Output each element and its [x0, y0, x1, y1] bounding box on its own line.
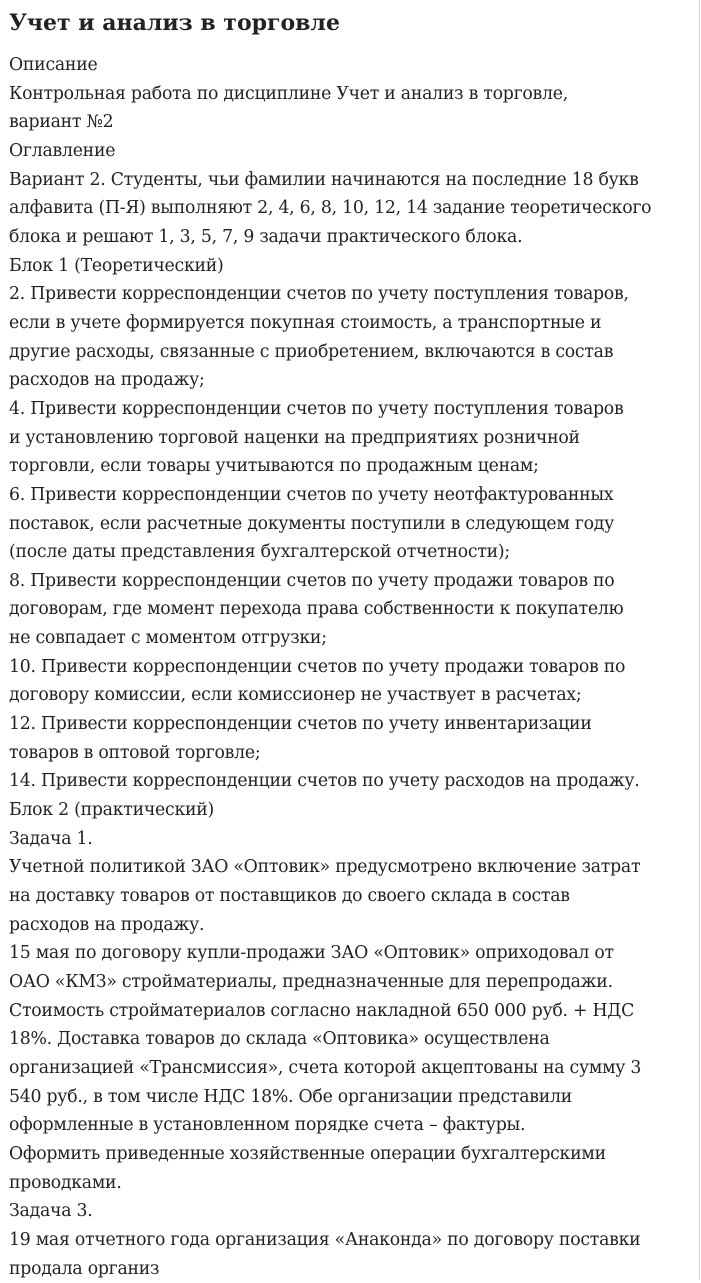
text-line: организацией «Трансмиссия», счета которой акцептованы на сумму 3	[9, 1057, 642, 1078]
text-line: 15 мая по договору купли-продажи ЗАО «Оптовик» оприходовал от	[9, 943, 614, 964]
text-line: поставок, если расчетные документы поступили в следующем году	[9, 513, 615, 534]
text-line: если в учете формируется покупная стоимость, а транспортные и	[9, 312, 602, 333]
text-line: 2. Привести корреспонденции счетов по учету поступления товаров,	[9, 284, 629, 305]
text-line: Оглавление	[9, 140, 116, 161]
text-line: вариант №2	[9, 112, 114, 133]
text-line: Учетной политикой ЗАО «Оптовик» предусмотрено включение затрат	[9, 857, 641, 878]
text-line: (после даты представления бухгалтерской отчетности);	[9, 542, 510, 563]
text-line: Задача 3.	[9, 1201, 93, 1222]
text-line: не совпадает с моментом отгрузки;	[9, 628, 327, 649]
text-line: Блок 1 (Теоретический)	[9, 255, 224, 276]
text-line: договору комиссии, если комиссионер не участвует в расчетах;	[9, 685, 582, 706]
text-line: Оформить приведенные хозяйственные операции бухгалтерскими	[9, 1143, 606, 1164]
text-line: Стоимость стройматериалов согласно накладной 650 000 руб. + НДС	[9, 1000, 635, 1021]
text-line: 12. Привести корреспонденции счетов по учету инвентаризации	[9, 714, 592, 735]
text-line: и установлению торговой наценки на предприятиях розничной	[9, 427, 580, 448]
text-line: Задача 1.	[9, 828, 93, 849]
text-line: Описание	[9, 55, 98, 75]
document-title: Учет и анализ в торговле	[9, 10, 340, 36]
text-line: договорам, где момент перехода права собственности к покупателю	[9, 599, 624, 620]
text-line: Вариант 2. Студенты, чьи фамилии начинаются на последние 18 букв	[9, 169, 639, 190]
text-line: 540 руб., в том числе НДС 18%. Обе организации представили	[9, 1086, 573, 1107]
text-line: блока и решают 1, 3, 5, 7, 9 задачи практического блока.	[9, 226, 523, 247]
text-line: ОАО «КМЗ» стройматериалы, предназначенные для перепродажи.	[9, 972, 613, 992]
text-line: 4. Привести корреспонденции счетов по учету поступления товаров	[9, 398, 624, 419]
text-line: 10. Привести корреспонденции счетов по учету продажи товаров по	[9, 656, 626, 677]
document-body	[9, 51, 701, 1283]
text-line: оформленные в установленном порядке счета – фактуры.	[9, 1115, 526, 1136]
text-line: Блок 2 (практический)	[9, 800, 215, 821]
text-line: Контрольная работа по дисциплине Учет и анализ в торговле,	[9, 83, 568, 104]
text-line: продала организ	[9, 1258, 160, 1279]
text-line: 19 мая отчетного года организация «Анаконда» по договору поставки	[9, 1229, 641, 1250]
text-line: 6. Привести корреспонденции счетов по учету неотфактурованных	[9, 484, 614, 505]
text-line: на доставку товаров от поставщиков до своего склада в состав	[9, 886, 570, 907]
text-line: проводками.	[9, 1172, 122, 1193]
text-line: другие расходы, связанные с приобретением, включаются в состав	[9, 341, 614, 362]
text-line: 8. Привести корреспонденции счетов по учету продажи товаров по	[9, 570, 615, 591]
text-line: товаров в оптовой торговле;	[9, 742, 261, 763]
text-line: 14. Привести корреспонденции счетов по учету расходов на продажу.	[9, 771, 640, 792]
text-line: алфавита (П-Я) выполняют 2, 4, 6, 8, 10, 12, 14 задание теоретического	[9, 198, 652, 219]
text-line: 18%. Доставка товаров до склада «Оптовика» осуществлена	[9, 1029, 550, 1050]
text-line: расходов на продажу.	[9, 914, 205, 935]
text-line: торговли, если товары учитываются по продажным ценам;	[9, 456, 539, 477]
text-line: расходов на продажу;	[9, 370, 205, 391]
